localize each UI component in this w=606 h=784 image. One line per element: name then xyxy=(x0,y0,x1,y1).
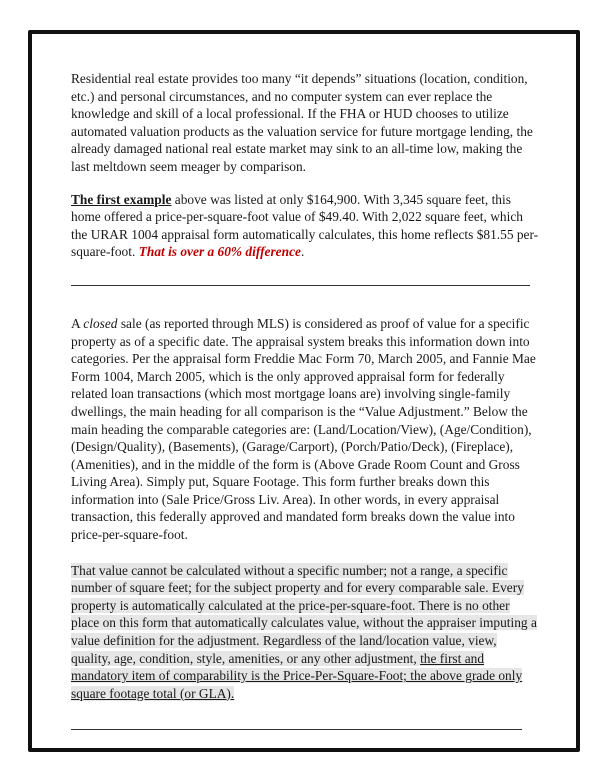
first-example-lead: The first example xyxy=(71,191,172,207)
paragraph-first-example xyxy=(71,191,539,261)
paragraph-intro: Residential real estate provides too many “it depends” situations (location, condition, etc.) and personal circumstances, and no computer system can ever replace the knowledge and skill of a local professional. If the FHA or HUD chooses to utilize automated valuation products as the valuation service for future mortgage lending, the already damaged national real estate market may sink to an all-time low, making the last meltdown seem meager by comparison. xyxy=(71,71,533,174)
first-example-end: . xyxy=(300,244,305,260)
first-example-body: above was listed at only $164,900. With 3,345 square feet, this home offered a price-per-square-foot value of $49.40. With 2,022 square feet, which the URAR 1004 appraisal form automatically calculates, this home reflects $81.55 per-square-foot. xyxy=(71,191,539,260)
section-divider xyxy=(71,285,530,286)
paragraph-closed-sale xyxy=(71,315,539,544)
highlighted-underlined: the first and mandatory item of comparability is the Price-Per-Square-Foot; the above grade only square footage total (or GLA). xyxy=(71,650,523,701)
closed-sale-body: sale (as reported through MLS) is considered as proof of value for a specific property as of a specific date. The appraisal system breaks this information down into categories. Per the appraisal form Freddie Mac Form 70, March 2005, and Fannie Mae Form 1004, March 2005, which is the only approved appraisal form for federally related loan transactions (which most mortgage loans are) involving single-family dwellings, the main heading for all comparison is the “Value Adjustment.” Below the main heading the comparable categories are: (Land/Location/View), (Age/Condition), (Design/Quality), (Basements), (Garage/Carport), (Porch/Patio/Deck), (Fireplace), (Amenities), and in the middle of the form is (Above Grade Room Count and Gross Living Area). Simply put, Square Footage. This form further breaks down this information into (Sale Price/Gross Liv. Area). In other words, in every appraisal transaction, this federally approved and mandated form breaks down the value into price-per-square-foot. xyxy=(71,315,536,543)
paragraph-highlighted xyxy=(71,562,539,703)
difference-emphasis: That is over a 60% difference xyxy=(138,244,301,260)
document-body xyxy=(71,70,539,730)
bottom-divider xyxy=(71,729,522,730)
closed-italic: closed xyxy=(83,315,118,331)
closed-sale-start: A xyxy=(71,315,84,331)
highlighted-body: That value cannot be calculated without a specific number; not a range, a specific number of square feet; for the subject property and for every comparable sale. Every property is automatically calculated at the price-per-square-foot. There is no other place on this form that automatically calculates value, without the appraiser imputing a value definition for the adjustment. Regardless of the land/location value, view, quality, age, condition, style, amenities, or any other adjustment, xyxy=(71,562,537,666)
